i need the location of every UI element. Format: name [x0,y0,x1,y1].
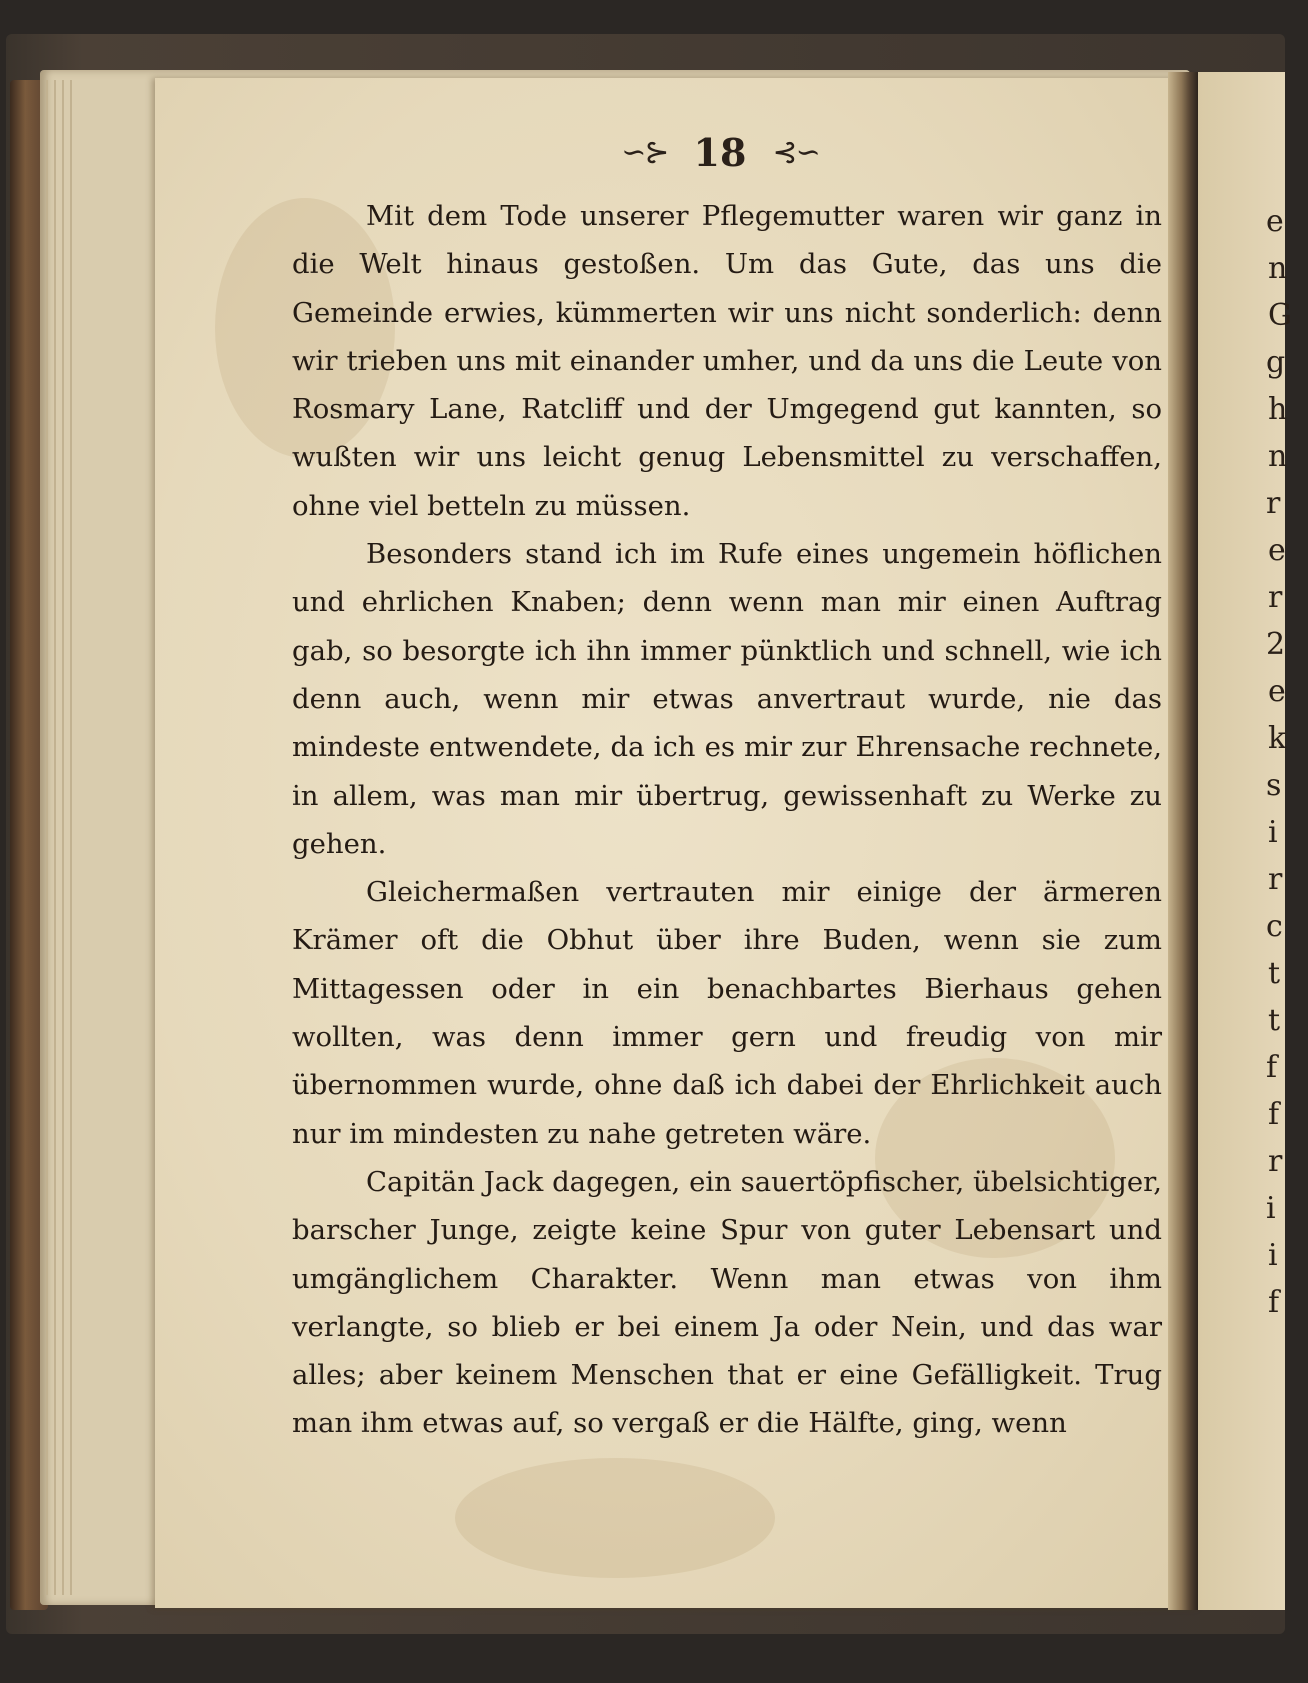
facing-page-fragment: n [1268,439,1288,474]
facing-page-fragment: c [1266,909,1283,944]
facing-page-fragment: e [1266,204,1284,239]
facing-page-fragment: 2 [1266,627,1286,662]
facing-page-fragment: r [1266,486,1281,521]
paragraph: Besonders stand ich im Rufe eines ungemein höflichen und ehrlichen Knaben; denn wenn man mir einen Auftrag gab, so besorgte ich ihn immer pünktlich und schnell, wie ich denn auch, wenn mir etwas anvertraut wurde, nie das mindeste entwendete, da ich es mir zur Ehrensache rechnete, in allem, was man mir übertrug, gewissenhaft zu Werke zu gehen. [292,538,1162,860]
facing-page-fragment: i [1266,1191,1276,1226]
facing-page-fragment: i [1268,815,1278,850]
header-ornament-left: ∽⊱ [621,134,668,170]
facing-page-fragment: r [1268,862,1283,897]
facing-page [1198,72,1292,1610]
facing-page-fragment: h [1268,392,1288,427]
facing-page-fragment: k [1268,721,1287,756]
header-ornament-right: ⊰∽ [772,134,819,170]
facing-page-fragment: r [1268,1144,1283,1179]
paragraph: Mit dem Tode unserer Pflegemutter waren wir ganz in die Welt hinaus gestoßen. Um das Gute, das uns die Gemeinde erwies, kümmerten wir uns nicht sonderlich: denn wir trieben uns mit einander umher, und da uns die Leute von Rosmary Lane, Ratcliff und der Umgegend gut kannten, so wußten wir uns leicht genug Lebensmittel zu verschaffen, ohne viel betteln zu müssen. [292,200,1162,522]
facing-page-fragment: t [1268,956,1281,991]
page-body [292,192,1162,1448]
page-number: 18 [693,129,747,175]
facing-page-fragment: f [1268,1097,1280,1132]
facing-page-fragment: f [1266,1050,1278,1085]
facing-page-fragment: e [1268,533,1286,568]
paragraph: Capitän Jack dagegen, ein sauertöpfischer, übelsichtiger, barscher Junge, zeigte keine Spur von guter Lebensart und umgänglichem Charakter. Wenn man etwas von ihm verlangte, so blieb er bei einem Ja oder Nein, und das war alles; aber keinem Menschen that er eine Gefälligkeit. Trug man ihm etwas auf, so vergaß er die Hälfte, ging, wenn [292,1165,1162,1440]
facing-page-fragment: f [1268,1285,1280,1320]
facing-page-fragment: t [1268,1003,1281,1038]
paragraph: Gleichermaßen vertrauten mir einige der ärmeren Krämer oft die Obhut über ihre Buden, wenn sie zum Mittagessen oder in ein benachbartes Bierhaus gehen wollten, was denn immer gern und freudig von mir übernommen wurde, ohne daß ich dabei der Ehrlichkeit auch nur im mindesten zu nahe getreten wäre. [292,876,1162,1150]
facing-page-fragment: e [1268,674,1286,709]
facing-page-fragment: g [1266,345,1286,380]
facing-page-fragment: G [1268,298,1292,333]
facing-page-fragment: i [1268,1238,1278,1273]
facing-page-fragment: n [1268,251,1288,286]
page-header [590,122,850,182]
facing-page-fragment: s [1266,768,1282,803]
facing-page-fragment: r [1268,580,1283,615]
book-gutter [1168,72,1198,1610]
